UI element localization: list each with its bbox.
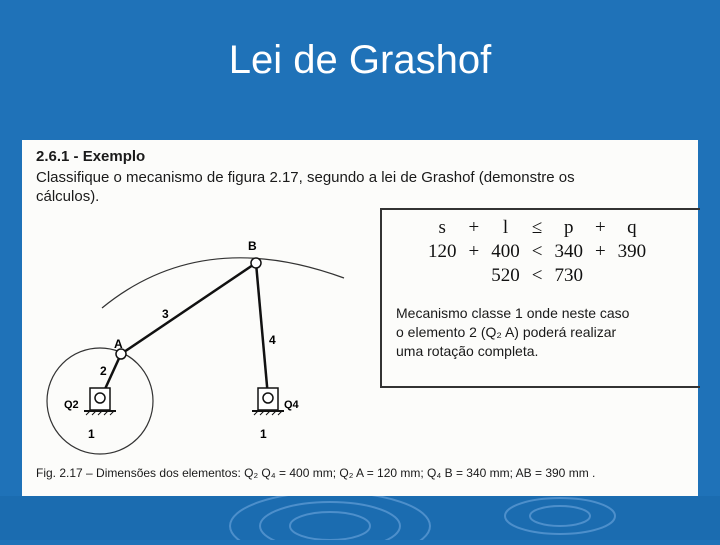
inequality-row [422,240,652,264]
example-question-line-2: cálculos). [36,188,100,205]
label-ground-1-right: 1 [260,427,267,441]
calc-cell [463,264,486,288]
example-heading: 2.6.1 - Exemplo [36,148,146,165]
calc-cell [589,264,612,288]
label-link-3: 3 [162,307,169,321]
calc-cell: < [531,241,543,262]
joint-b [251,258,261,268]
rocker-path-arc [102,258,344,308]
label-link-2: 2 [100,364,107,378]
calc-cell: + [594,217,606,238]
pivot-q4 [252,388,284,415]
mechanism-diagram [22,236,372,466]
label-a: A [114,337,123,351]
label-q4: Q4 [284,399,299,411]
figure-caption: Fig. 2.17 – Dimensões dos elementos: Q₂ Q₄ = 400 mm; Q₂ A = 120 mm; Q₄ B = 340 mm; AB = 390 mm . [36,466,596,480]
label-q2: Q2 [64,399,79,411]
label-b: B [248,239,257,253]
calc-cell: + [468,241,480,262]
grashof-inequality [422,216,652,288]
calc-cell: 120 [428,241,457,262]
water-ripple-decoration [0,496,720,540]
calc-cell: < [531,265,543,286]
calc-cell: 390 [617,241,647,262]
label-ground-1-left: 1 [88,427,95,441]
calc-cell: ≤ [531,217,543,238]
inequality-row [422,216,652,240]
inequality-row [422,264,652,288]
note-line: Mecanismo classe 1 onde neste caso [396,305,630,321]
calc-cell: p [563,217,574,238]
calc-cell [422,264,463,288]
calc-cell: 340 [554,241,583,262]
calc-cell: + [468,217,480,238]
classification-note [396,304,686,361]
calc-cell: s [438,217,446,238]
scanned-document [22,140,698,496]
link-4 [256,263,268,397]
calc-cell: 520 [491,265,520,286]
note-line: uma rotação completa. [396,343,539,359]
calc-cell: + [594,241,606,262]
calc-cell: 730 [554,265,583,286]
example-question-line-1: Classifique o mecanismo de figura 2.17, segundo a lei de Grashof (demonstre os [36,169,575,186]
calc-cell: q [627,217,637,238]
slide-title: Lei de Grashof [228,38,492,82]
label-link-4: 4 [269,333,276,347]
pivot-q2 [84,388,116,415]
footer-band [0,496,720,540]
calc-cell: 400 [491,241,520,262]
note-line: o elemento 2 (Q₂ A) poderá realizar [396,324,617,340]
calc-cell: l [502,217,509,238]
calc-cell [612,264,653,288]
calculation-box [380,208,700,388]
link-3 [121,263,256,354]
